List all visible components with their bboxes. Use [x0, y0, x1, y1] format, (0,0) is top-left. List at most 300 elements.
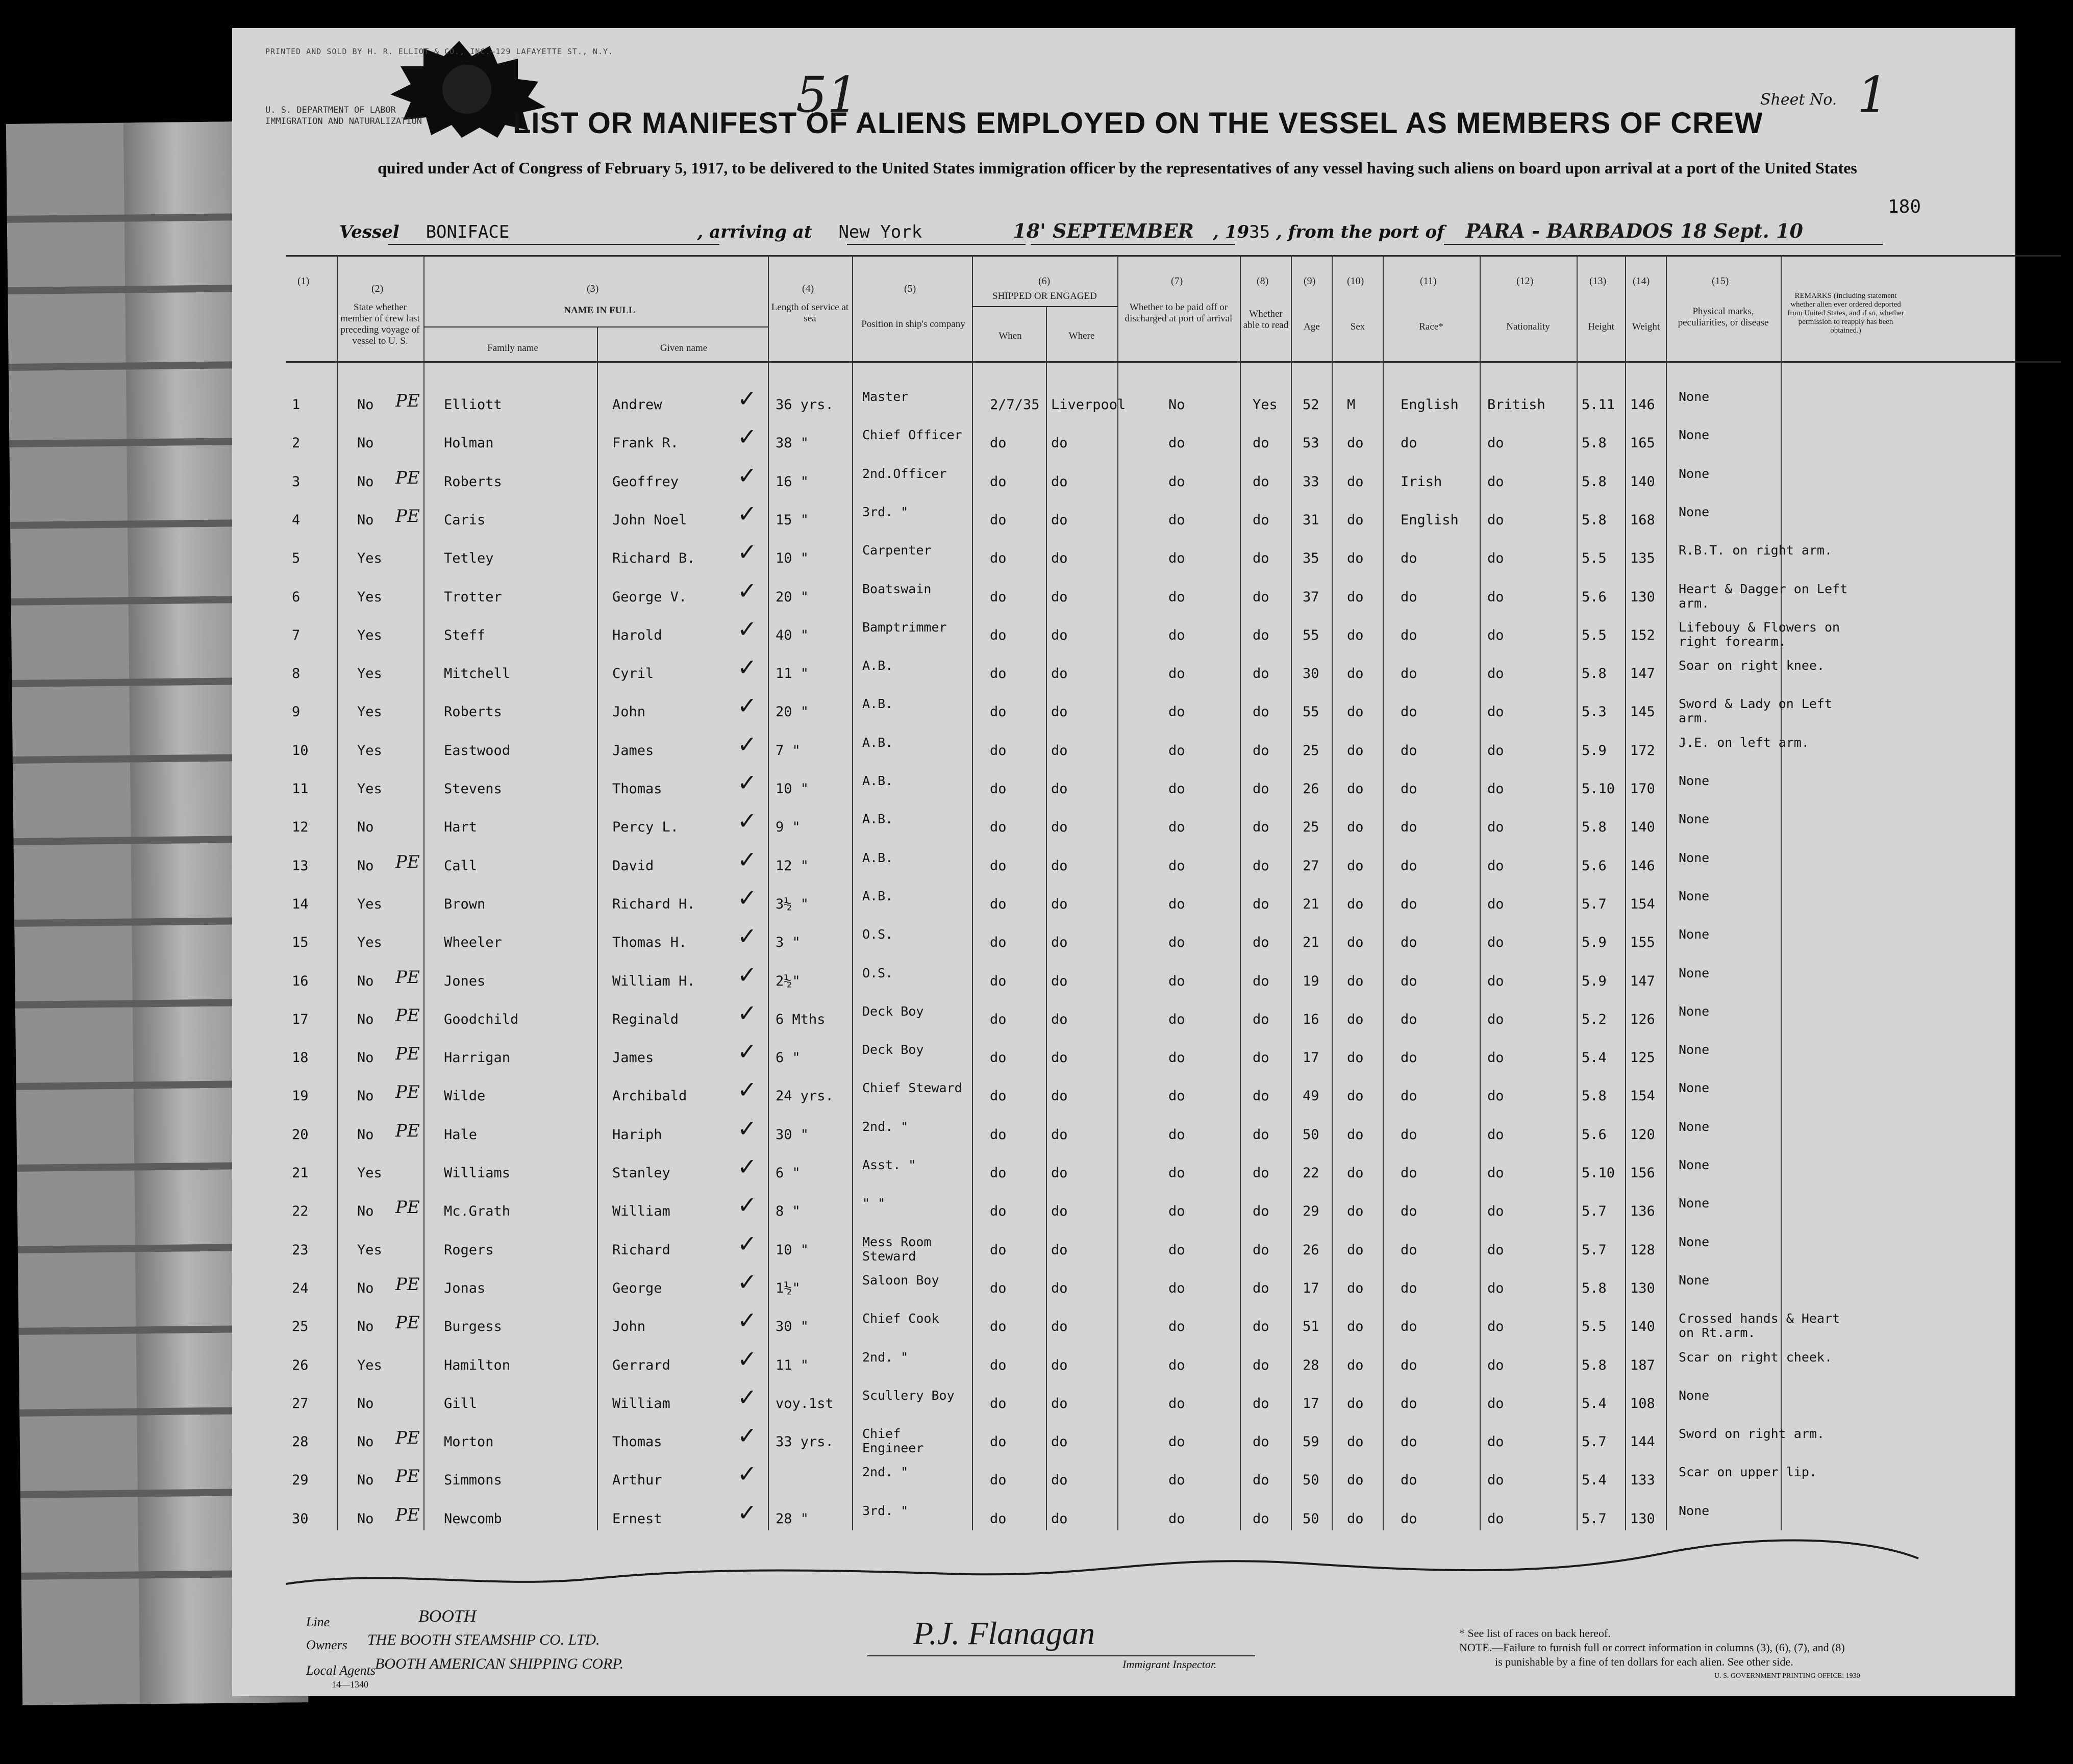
checkmark-icon: ✓ [737, 461, 757, 489]
table-row [0, 1229, 2073, 1271]
cell-weight: 140 [1630, 819, 1655, 836]
row-number: 19 [292, 1088, 309, 1104]
table-row [0, 653, 2073, 695]
cell-length-of-service: 38 " [776, 435, 809, 451]
cell-physical-marks: None [1679, 1003, 1710, 1019]
cell-able-to-read: do [1253, 1242, 1269, 1258]
col-head-length-of-service: Length of service at sea [771, 302, 849, 324]
cell-race: do [1401, 704, 1417, 720]
row-number: 15 [292, 935, 309, 951]
cell-length-of-service: 36 yrs. [776, 397, 834, 413]
cell-prev-voyage: No [357, 1203, 374, 1220]
cell-sex: do [1347, 1434, 1364, 1450]
cell-able-to-read: do [1253, 1011, 1269, 1027]
cell-position: Carpenter [862, 543, 932, 558]
cell-age: 50 [1303, 1472, 1319, 1489]
checkmark-icon: ✓ [737, 922, 757, 950]
vessel-name: BONIFACE [426, 222, 510, 242]
cell-shipped-when: do [990, 896, 1007, 912]
cell-sex: do [1347, 781, 1364, 797]
checkmark-icon: ✓ [737, 884, 757, 912]
cell-sex: do [1347, 435, 1364, 451]
cell-weight: 125 [1630, 1050, 1655, 1066]
checkmark-icon: ✓ [737, 385, 757, 412]
cell-physical-marks: None [1679, 888, 1710, 903]
cell-shipped-when: do [990, 1280, 1007, 1296]
cell-physical-marks: Heart & Dagger on Left arm. [1679, 581, 1848, 611]
cell-race: do [1401, 1088, 1417, 1104]
cell-age: 17 [1303, 1395, 1319, 1412]
arrival-date: 18' SEPTEMBER [1013, 219, 1194, 242]
cell-height: 5.8 [1582, 512, 1607, 528]
cell-prev-voyage: Yes [357, 742, 382, 759]
cell-position: A.B. [862, 850, 893, 865]
table-row [0, 1422, 2073, 1463]
cell-shipped-where: do [1051, 1050, 1068, 1066]
cell-age: 26 [1303, 1242, 1319, 1258]
cell-given-name: William H. [612, 973, 695, 989]
cell-length-of-service: 12 " [776, 858, 809, 874]
cell-given-name: George V. [612, 589, 687, 605]
cell-family-name: Mc.Grath [444, 1203, 511, 1220]
cell-nationality: British [1487, 397, 1545, 413]
cell-paid-off: do [1168, 1050, 1185, 1066]
cell-position: Chief Cook [862, 1311, 939, 1326]
cell-paid-off: do [1168, 742, 1185, 759]
cell-length-of-service: 20 " [776, 704, 809, 720]
cell-sex: do [1347, 1357, 1364, 1373]
cell-able-to-read: do [1253, 935, 1269, 951]
table-row [0, 1268, 2073, 1309]
checkmark-icon: ✓ [737, 423, 757, 451]
cell-nationality: do [1487, 1203, 1504, 1220]
cell-weight: 135 [1630, 550, 1655, 567]
cell-age: 33 [1303, 473, 1319, 490]
cell-nationality: do [1487, 1088, 1504, 1104]
cell-able-to-read: do [1253, 435, 1269, 451]
checkmark-icon: ✓ [737, 692, 757, 720]
cell-shipped-when: do [990, 1011, 1007, 1027]
cell-paid-off: do [1168, 858, 1185, 874]
cell-paid-off: do [1168, 1242, 1185, 1258]
cell-nationality: do [1487, 1434, 1504, 1450]
cell-position: Bamptrimmer [862, 619, 947, 635]
cell-shipped-where: do [1051, 435, 1068, 451]
row-number: 11 [292, 781, 309, 797]
cell-height: 5.7 [1582, 1434, 1607, 1450]
cell-shipped-where: do [1051, 742, 1068, 759]
cell-prev-voyage: No [357, 858, 374, 874]
cell-sex: do [1347, 1280, 1364, 1296]
col-head-when: When [998, 331, 1022, 341]
cell-physical-marks: None [1679, 1080, 1710, 1096]
cell-paid-off: do [1168, 1510, 1185, 1527]
checkmark-icon: ✓ [737, 1306, 757, 1334]
col-num-12: (12) [1516, 275, 1534, 287]
col-head-where: Where [1068, 331, 1095, 341]
cell-paid-off: do [1168, 627, 1185, 643]
cell-shipped-when: do [990, 1126, 1007, 1143]
owners-value: THE BOOTH STEAMSHIP CO. LTD. [367, 1631, 600, 1648]
table-row [0, 1383, 2073, 1425]
cell-shipped-when: do [990, 473, 1007, 490]
cell-family-name: Gill [444, 1395, 478, 1412]
cell-height: 5.5 [1582, 1319, 1607, 1335]
cell-family-name: Goodchild [444, 1011, 519, 1027]
cell-weight: 133 [1630, 1472, 1655, 1489]
cell-able-to-read: do [1253, 896, 1269, 912]
cell-paid-off: do [1168, 1395, 1185, 1412]
cell-age: 50 [1303, 1510, 1319, 1527]
manifest-number: 51 [796, 66, 859, 123]
pe-mark: PE [395, 506, 420, 526]
table-row [0, 1460, 2073, 1501]
pe-mark: PE [395, 1005, 420, 1026]
cell-shipped-where: do [1051, 1510, 1068, 1527]
cell-shipped-where: do [1051, 935, 1068, 951]
row-number: 14 [292, 896, 309, 912]
cell-race: do [1401, 627, 1417, 643]
cell-nationality: do [1487, 512, 1504, 528]
checkmark-icon: ✓ [737, 538, 757, 566]
cell-nationality: do [1487, 1050, 1504, 1066]
cell-prev-voyage: Yes [357, 1357, 382, 1373]
table-row [0, 807, 2073, 848]
cell-shipped-when: do [990, 666, 1007, 682]
cell-age: 28 [1303, 1357, 1319, 1373]
cell-position: Saloon Boy [862, 1272, 939, 1288]
cell-physical-marks: None [1679, 1157, 1710, 1172]
cell-prev-voyage: Yes [357, 666, 382, 682]
cell-shipped-where: do [1051, 1088, 1068, 1104]
col-head-position: Position in ship's company [861, 319, 965, 330]
cell-able-to-read: do [1253, 1165, 1269, 1181]
row-number: 10 [292, 742, 309, 759]
cell-race: do [1401, 1011, 1417, 1027]
cell-position: Chief Officer [862, 427, 962, 443]
checkmark-icon: ✓ [737, 1422, 757, 1450]
cell-weight: 154 [1630, 1088, 1655, 1104]
cell-physical-marks: None [1679, 812, 1710, 827]
table-row [0, 461, 2073, 503]
row-number: 22 [292, 1203, 309, 1220]
cell-length-of-service: 33 yrs. [776, 1434, 834, 1450]
cell-shipped-when: do [990, 589, 1007, 605]
cell-able-to-read: Yes [1253, 397, 1278, 413]
cell-shipped-when: do [990, 858, 1007, 874]
cell-nationality: do [1487, 858, 1504, 874]
table-row [0, 576, 2073, 618]
checkmark-icon: ✓ [737, 730, 757, 758]
cell-nationality: do [1487, 896, 1504, 912]
row-number: 13 [292, 858, 309, 874]
cell-paid-off: do [1168, 666, 1185, 682]
col-head-paid-off: Whether to be paid off or discharged at port of arrival [1125, 302, 1233, 324]
cell-shipped-when: do [990, 1510, 1007, 1527]
end-of-list-line [286, 1533, 1969, 1599]
cell-age: 21 [1303, 896, 1319, 912]
row-number: 28 [292, 1434, 309, 1450]
cell-race: do [1401, 1472, 1417, 1489]
cell-nationality: do [1487, 1242, 1504, 1258]
cell-sex: do [1347, 473, 1364, 490]
cell-race: do [1401, 858, 1417, 874]
cell-shipped-where: do [1051, 589, 1068, 605]
footnotes [1459, 1626, 1860, 1683]
row-number: 5 [292, 550, 301, 567]
cell-given-name: John [612, 1319, 646, 1335]
cell-given-name: William [612, 1203, 670, 1220]
inspector-label: Immigrant Inspector. [1122, 1658, 1217, 1671]
pe-mark: PE [395, 1120, 420, 1141]
cell-physical-marks: None [1679, 927, 1710, 942]
pe-mark: PE [395, 1466, 420, 1487]
cell-sex: do [1347, 1126, 1364, 1143]
cell-race: do [1401, 742, 1417, 759]
cell-race: do [1401, 1357, 1417, 1373]
cell-position: Deck Boy [862, 1042, 924, 1057]
cell-sex: do [1347, 1203, 1364, 1220]
cell-weight: 140 [1630, 473, 1655, 490]
cell-physical-marks: Lifebouy & Flowers on right forearm. [1679, 619, 1840, 649]
cell-physical-marks: None [1679, 504, 1710, 519]
cell-sex: do [1347, 512, 1364, 528]
checkmark-icon: ✓ [737, 615, 757, 643]
cell-height: 5.9 [1582, 742, 1607, 759]
checkmark-icon: ✓ [737, 1114, 757, 1142]
cell-weight: 146 [1630, 397, 1655, 413]
cell-paid-off: do [1168, 435, 1185, 451]
cell-able-to-read: do [1253, 1434, 1269, 1450]
cell-position: Scullery Boy [862, 1388, 955, 1403]
cell-given-name: James [612, 1050, 654, 1066]
cell-race: do [1401, 1434, 1417, 1450]
table-row [0, 1114, 2073, 1156]
cell-physical-marks: Sword & Lady on Left arm. [1679, 696, 1833, 726]
table-row [0, 499, 2073, 541]
cell-height: 5.5 [1582, 627, 1607, 643]
col-head-physical-marks: Physical marks, peculiarities, or disease [1678, 306, 1769, 328]
cell-age: 29 [1303, 1203, 1319, 1220]
cell-physical-marks: None [1679, 1503, 1710, 1518]
cell-position: Deck Boy [862, 1003, 924, 1019]
pe-mark: PE [395, 1044, 420, 1065]
cell-age: 25 [1303, 742, 1319, 759]
printing-office: U. S. GOVERNMENT PRINTING OFFICE: 1930 [1714, 1672, 1860, 1680]
table-row [0, 1153, 2073, 1194]
checkmark-icon: ✓ [737, 1345, 757, 1373]
col-num-6: (6) [1038, 275, 1051, 287]
col-num-1: (1) [297, 275, 310, 287]
col-head-shipped-or-engaged: SHIPPED OR ENGAGED [992, 291, 1097, 301]
cell-able-to-read: do [1253, 666, 1269, 682]
cell-shipped-when: do [990, 512, 1007, 528]
cell-height: 5.8 [1582, 819, 1607, 836]
cell-height: 5.7 [1582, 1242, 1607, 1258]
form-number: 14—1340 [332, 1679, 368, 1690]
cell-sex: do [1347, 1165, 1364, 1181]
cell-shipped-where: do [1051, 627, 1068, 643]
row-number: 24 [292, 1280, 309, 1296]
cell-height: 5.6 [1582, 589, 1607, 605]
footnote-races: * See list of races on back hereof. [1459, 1627, 1611, 1640]
cell-physical-marks: Sword on right arm. [1679, 1426, 1825, 1442]
cell-length-of-service: 24 yrs. [776, 1088, 834, 1104]
arriving-port: New York [838, 222, 922, 242]
arrival-year: 35 [1249, 222, 1270, 242]
cell-prev-voyage: No [357, 1510, 374, 1527]
cell-shipped-where: do [1051, 550, 1068, 567]
cell-age: 55 [1303, 627, 1319, 643]
cell-able-to-read: do [1253, 1357, 1269, 1373]
cell-age: 52 [1303, 397, 1319, 413]
cell-height: 5.7 [1582, 1203, 1607, 1220]
cell-given-name: William [612, 1395, 670, 1412]
cell-shipped-where: do [1051, 1280, 1068, 1296]
cell-height: 5.8 [1582, 473, 1607, 490]
cell-length-of-service: 3 " [776, 935, 801, 951]
col-head-height: Height [1588, 321, 1614, 332]
row-number: 12 [292, 819, 309, 836]
table-row [0, 615, 2073, 657]
cell-height: 5.5 [1582, 550, 1607, 567]
cell-shipped-when: do [990, 973, 1007, 989]
pe-mark: PE [395, 1504, 420, 1525]
cell-paid-off: do [1168, 1011, 1185, 1027]
cell-position: Chief Steward [862, 1080, 962, 1096]
inspector-signature: P.J. Flanagan [913, 1615, 1095, 1651]
cell-able-to-read: do [1253, 1203, 1269, 1220]
cell-shipped-where: do [1051, 1242, 1068, 1258]
cell-paid-off: do [1168, 1280, 1185, 1296]
cell-given-name: Gerrard [612, 1357, 670, 1373]
cell-height: 5.4 [1582, 1472, 1607, 1489]
line-value: BOOTH [418, 1607, 477, 1626]
cell-paid-off: do [1168, 704, 1185, 720]
row-number: 8 [292, 666, 301, 682]
cell-position: A.B. [862, 888, 893, 903]
table-row [0, 961, 2073, 1002]
cell-given-name: Stanley [612, 1165, 670, 1181]
col-head-weight: Weight [1632, 321, 1660, 332]
cell-prev-voyage: Yes [357, 935, 382, 951]
cell-race: do [1401, 589, 1417, 605]
row-number: 21 [292, 1165, 309, 1181]
cell-sex: do [1347, 550, 1364, 567]
cell-shipped-when: do [990, 781, 1007, 797]
cell-given-name: Ernest [612, 1510, 662, 1527]
cell-nationality: do [1487, 666, 1504, 682]
cell-race: do [1401, 935, 1417, 951]
cell-sex: do [1347, 819, 1364, 836]
cell-position: Chief Engineer [862, 1426, 924, 1456]
cell-nationality: do [1487, 1357, 1504, 1373]
cell-family-name: Burgess [444, 1319, 502, 1335]
cell-position: A.B. [862, 773, 893, 788]
cell-prev-voyage: No [357, 1472, 374, 1489]
row-number: 1 [292, 397, 301, 413]
cell-paid-off: do [1168, 512, 1185, 528]
cell-shipped-when: do [990, 819, 1007, 836]
cell-length-of-service: 30 " [776, 1126, 809, 1143]
cell-position: Asst. " [862, 1157, 916, 1172]
cell-shipped-where: Liverpool [1051, 397, 1126, 413]
cell-sex: do [1347, 935, 1364, 951]
cell-able-to-read: do [1253, 1088, 1269, 1104]
cell-sex: do [1347, 1510, 1364, 1527]
cell-shipped-where: do [1051, 1357, 1068, 1373]
cell-physical-marks: J.E. on left arm. [1679, 735, 1809, 750]
cell-weight: 140 [1630, 1319, 1655, 1335]
cell-family-name: Morton [444, 1434, 494, 1450]
cell-nationality: do [1487, 435, 1504, 451]
cell-shipped-where: do [1051, 512, 1068, 528]
cell-prev-voyage: No [357, 473, 374, 490]
cell-nationality: do [1487, 1395, 1504, 1412]
printer-line: PRINTED AND SOLD BY H. R. ELLIOT & CO., INC.—129 LAFAYETTE ST., N.Y. [265, 47, 614, 56]
cell-prev-voyage: No [357, 1280, 374, 1296]
cell-shipped-where: do [1051, 1011, 1068, 1027]
cell-family-name: Williams [444, 1165, 511, 1181]
cell-position: 3rd. " [862, 1503, 909, 1518]
cell-length-of-service: 1½" [776, 1280, 801, 1296]
col-head-nationality: Nationality [1506, 321, 1550, 332]
page-subtitle: quired under Act of Congress of February 5, 1917, to be delivered to the United States immigration officer by the representatives of any vessel having such aliens on board upon arrival at a port of the United States [378, 159, 1857, 177]
table-row [0, 730, 2073, 772]
col-head-race: Race* [1419, 321, 1443, 332]
cell-weight: 130 [1630, 1510, 1655, 1527]
col-num-14: (14) [1633, 275, 1650, 287]
cell-height: 5.9 [1582, 973, 1607, 989]
col-num-5: (5) [904, 283, 916, 294]
pe-mark: PE [395, 1274, 420, 1295]
cell-family-name: Tetley [444, 550, 494, 567]
cell-prev-voyage: Yes [357, 704, 382, 720]
cell-family-name: Holman [444, 435, 494, 451]
file-code: 180 [1888, 196, 1921, 217]
cell-race: do [1401, 896, 1417, 912]
cell-race: do [1401, 781, 1417, 797]
cell-family-name: Wilde [444, 1088, 486, 1104]
cell-paid-off: do [1168, 1357, 1185, 1373]
cell-nationality: do [1487, 704, 1504, 720]
cell-race: Irish [1401, 473, 1442, 490]
cell-weight: 147 [1630, 666, 1655, 682]
cell-family-name: Mitchell [444, 666, 511, 682]
table-row [0, 845, 2073, 887]
cell-prev-voyage: No [357, 1050, 374, 1066]
cell-shipped-when: do [990, 1088, 1007, 1104]
cell-weight: 120 [1630, 1126, 1655, 1143]
cell-nationality: do [1487, 935, 1504, 951]
cell-given-name: Reginald [612, 1011, 679, 1027]
cell-height: 5.2 [1582, 1011, 1607, 1027]
cell-shipped-when: do [990, 1472, 1007, 1489]
cell-given-name: Richard B. [612, 550, 695, 567]
cell-position: O.S. [862, 965, 893, 980]
cell-shipped-when: do [990, 1050, 1007, 1066]
cell-height: 5.3 [1582, 704, 1607, 720]
cell-able-to-read: do [1253, 704, 1269, 720]
cell-shipped-when: do [990, 935, 1007, 951]
row-number: 29 [292, 1472, 309, 1489]
cell-length-of-service: voy.1st [776, 1395, 834, 1412]
cell-age: 53 [1303, 435, 1319, 451]
cell-family-name: Trotter [444, 589, 502, 605]
row-number: 26 [292, 1357, 309, 1373]
cell-weight: 108 [1630, 1395, 1655, 1412]
checkmark-icon: ✓ [737, 1153, 757, 1180]
